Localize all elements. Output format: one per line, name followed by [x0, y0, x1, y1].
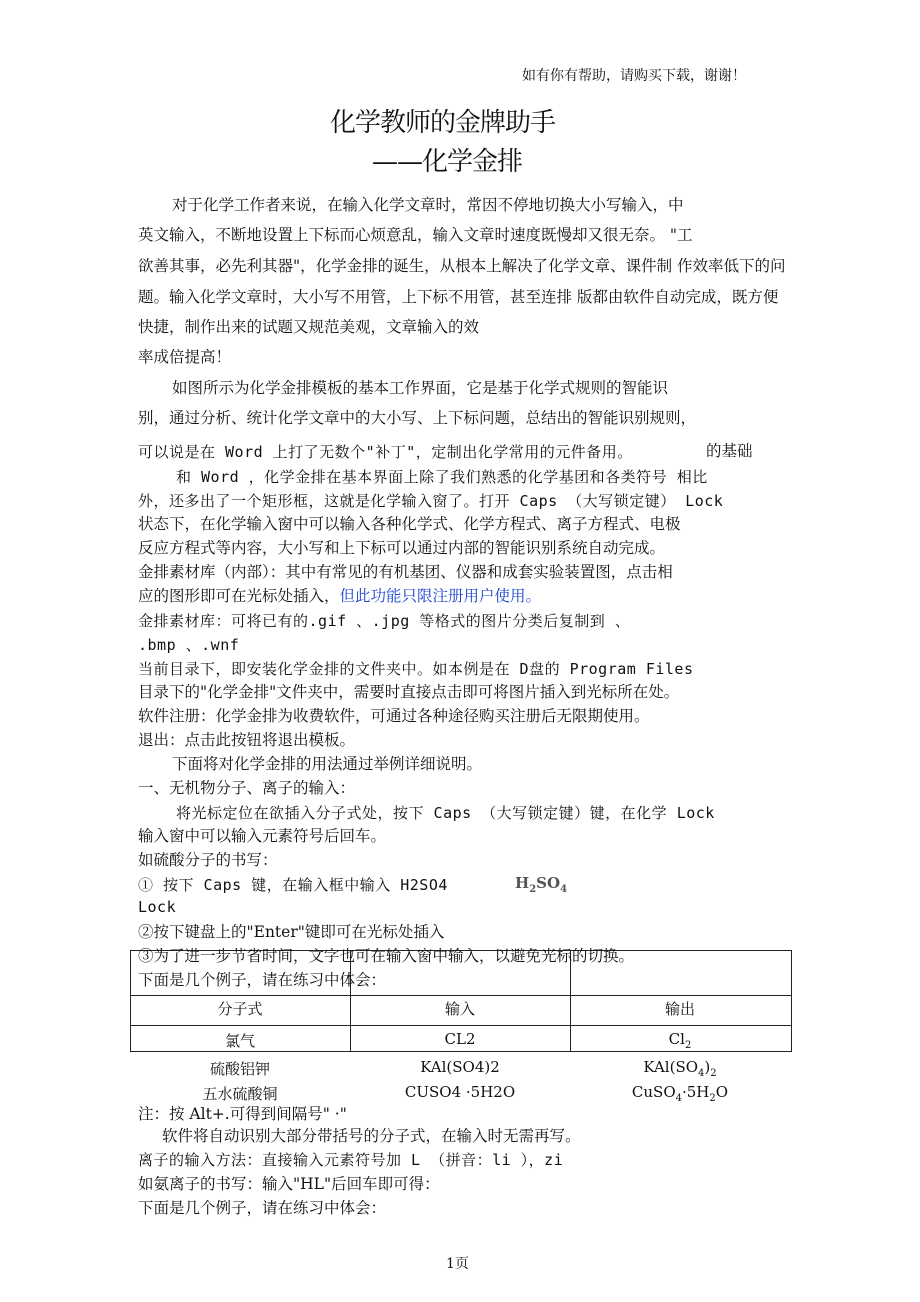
section1-heading: 一、无机物分子、离子的输入：: [138, 779, 356, 797]
lib-ext-line-4: 目录下的"化学金排"文件夹中，需要时直接点击即可将图片插入到光标所在处。: [138, 683, 680, 701]
exit-line: 退出：点击此按钮将退出模板。: [138, 731, 356, 749]
table-header-formula: 分子式: [217, 1000, 263, 1018]
p1-line-3: 欲善其事，必先利其器"，化学金排的诞生，从根本上解决了化学文章、课件制 作效率低下的问: [138, 257, 786, 275]
p1-line-1: 对于化学工作者来说，在输入化学文章时，常因不停地切换大小写输入，中: [172, 196, 684, 214]
step-1: ① 按下 Caps 键，在输入框中输入 H2SO4: [138, 876, 448, 894]
p2-line-1: 如图所示为化学金排模板的基本工作界面，它是基于化学式规则的智能识: [172, 379, 669, 397]
p2-base: 的基础: [706, 442, 753, 460]
step-1-lock: Lock: [138, 898, 177, 916]
p2-line-5: 外，还多出了一个矩形框，这就是化学输入窗了。打开 Caps （大写锁定键） Lock: [138, 492, 724, 510]
s1-p1-line-2: 输入窗中可以输入元素符号后回车。: [138, 827, 387, 845]
h2so4-heading: 如硫酸分子的书写：: [138, 851, 278, 869]
row-chlorine-name: 氯气: [224, 1032, 255, 1050]
examples-intro-2: 下面是几个例子，请在练习中体会：: [138, 1199, 387, 1217]
lib-internal-line-2: [138, 586, 541, 606]
auto-line: 软件将自动识别大部分带括号的分子式，在输入时无需再写。: [162, 1127, 581, 1145]
register-line: 软件注册：化学金排为收费软件，可通过各种途径购买注册后无限期使用。: [138, 707, 650, 725]
p2-line-2: 别，通过分析、统计化学文章中的大小写、上下标问题，总结出的智能识别规则，: [138, 409, 697, 427]
lib-ext-line-1: 金排素材库：可将已有的.gif 、.jpg 等格式的图片分类后复制到 、: [138, 612, 631, 630]
row-chlorine-output: $Cl_2$: [668, 1030, 692, 1051]
intro-line: 下面将对化学金排的用法通过举例详细说明。: [172, 755, 483, 773]
page-title: 化学教师的金牌助手: [330, 108, 556, 138]
page-subtitle: ——化学金排: [372, 147, 523, 177]
row-cuso4-output: $CuSO_4\cdot 5H_2O$: [631, 1083, 729, 1104]
table-divider-1: [130, 995, 792, 996]
register-only-link[interactable]: 但此功能只限注册用户使用。: [339, 587, 542, 605]
h2so4-formula: $H_2SO_4$: [515, 874, 568, 895]
step-3: ③为了进一步节省时间，文字也可在输入窗中输入，以避免光标的切换。: [138, 947, 635, 965]
note-line: 注：按 Alt+.可得到间隔号" ·": [138, 1105, 347, 1123]
p1-line-6: 率成倍提高！: [138, 348, 232, 366]
row-cuso4-input: CUSO4 ·5H2O: [404, 1083, 516, 1101]
p2-line-4: 和 Word ，化学金排在基本界面上除了我们熟悉的化学基团和各类符号 相比: [176, 468, 708, 486]
lib-internal-text: 应的图形即可在光标处插入，: [138, 587, 340, 605]
lib-ext-line-2: .bmp 、.wnf: [138, 636, 240, 654]
p1-line-4: 题。输入化学文章时，大小写不用管，上下标不用管，甚至连排 版都由软件自动完成，既方便: [138, 288, 779, 306]
row-chlorine-input: CL2: [444, 1030, 476, 1048]
p1-line-5: 快捷，制作出来的试题又规范美观，文章输入的效: [138, 318, 480, 336]
examples-intro: 下面是几个例子，请在练习中体会：: [138, 971, 387, 989]
row-alum-name: 硫酸铝钾: [209, 1060, 270, 1078]
row-alum-input: KAl(SO4)2: [420, 1058, 500, 1076]
p2-line-3: 可以说是在 Word 上打了无数个"补丁"，定制出化学常用的元件备用。: [138, 443, 633, 461]
ammonium-line: 如氨离子的书写：输入"HL"后回车即可得：: [138, 1175, 440, 1193]
row-alum-output: $KAl(SO_4)_2$: [643, 1058, 717, 1079]
p2-line-7: 反应方程式等内容，大小写和上下标可以通过内部的智能识别系统自动完成。: [138, 539, 666, 557]
lib-ext-line-3: 当前目录下，即安装化学金排的文件夹中。如本例是在 D盘的 Program Files: [138, 660, 694, 678]
table-header-input: 输入: [444, 1000, 475, 1018]
step-2: ②按下键盘上的"Enter"键即可在光标处插入: [138, 923, 445, 941]
row-cuso4-name: 五水硫酸铜: [202, 1085, 278, 1103]
header-note: 如有你有帮助，请购买下载，谢谢！: [522, 68, 746, 84]
p2-line-6: 状态下，在化学输入窗中可以输入各种化学式、化学方程式、离子方程式、电极: [138, 515, 681, 533]
lib-internal-line-1: 金排素材库（内部）：其中有常见的有机基团、仪器和成套实验装置图，点击相: [138, 563, 673, 581]
p1-line-2: 英文输入，不断地设置上下标而心烦意乱，输入文章时速度既慢却又很无奈。 "工: [138, 226, 693, 244]
page-number: 1页: [446, 1256, 469, 1272]
table-divider-2: [130, 1025, 792, 1026]
ion-line: 离子的输入方法：直接输入元素符号加 L （拼音：li ），zi: [138, 1151, 564, 1169]
s1-p1-line-1: 将光标定位在欲插入分子式处，按下 Caps （大写锁定键）键，在化学 Lock: [176, 804, 715, 822]
table-header-output: 输出: [664, 1000, 695, 1018]
